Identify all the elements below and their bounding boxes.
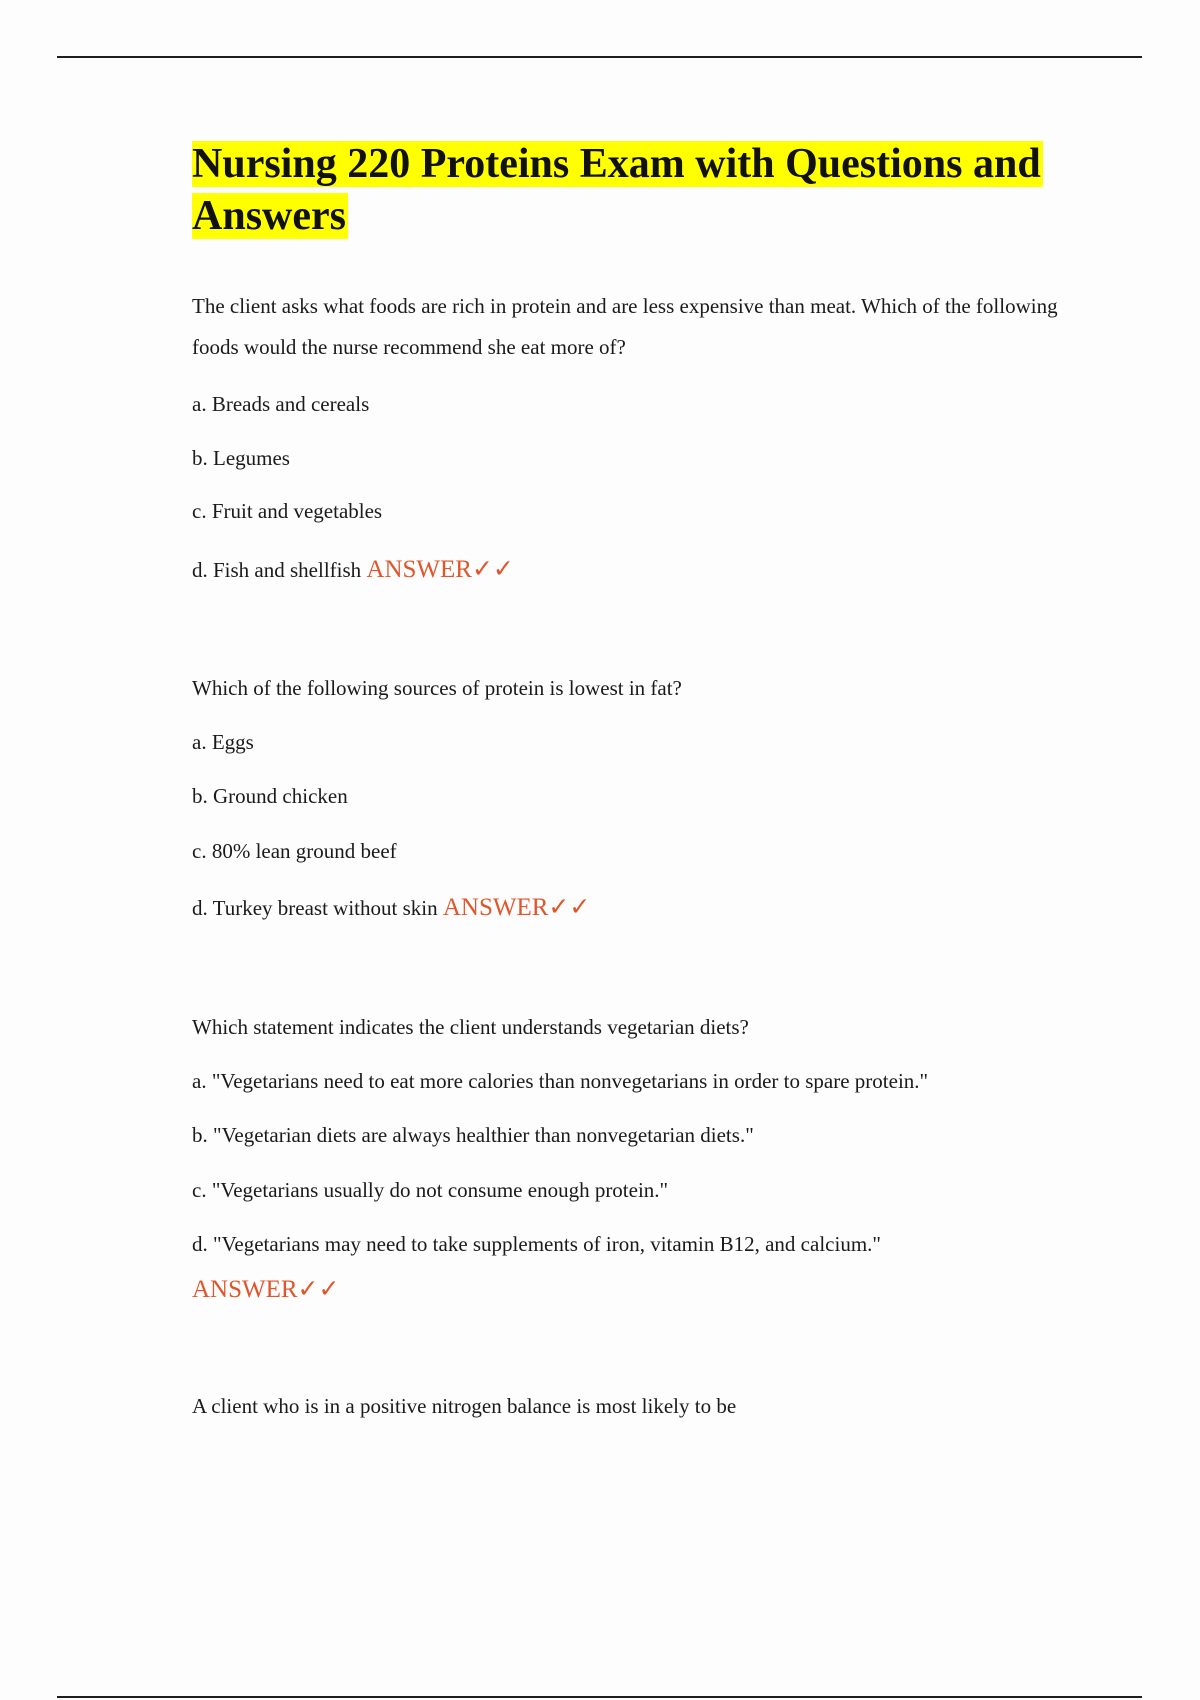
q2-option-d: d. Turkey breast without skin: [192, 896, 438, 920]
q2-option-a: a. Eggs: [192, 730, 254, 754]
bottom-rule: [57, 1696, 1142, 1698]
q2-option-d-line: [192, 894, 590, 922]
q2-option-b: b. Ground chicken: [192, 784, 348, 808]
q1-option-a: a. Breads and cereals: [192, 392, 370, 416]
q3-answer-marker: ANSWER✓✓: [192, 1276, 340, 1303]
document-body: [192, 138, 1072, 1418]
q1-option-d-line: [192, 556, 514, 584]
top-rule: [57, 56, 1142, 58]
question-3: Which statement indicates the client understands vegetarian diets?: [192, 1015, 749, 1039]
document-title: [192, 138, 1072, 242]
q3-option-b: b. "Vegetarian diets are always healthier than nonvegetarian diets.": [192, 1123, 754, 1147]
q1-answer-marker: ANSWER✓✓: [366, 556, 514, 583]
q1-option-c: c. Fruit and vegetables: [192, 499, 383, 523]
q2-answer-marker: ANSWER✓✓: [442, 894, 591, 921]
question-2: Which of the following sources of protein is lowest in fat?: [192, 676, 682, 700]
q3-option-d: d. "Vegetarians may need to take supplements of iron, vitamin B12, and calcium.": [192, 1232, 881, 1256]
q1-option-b: b. Legumes: [192, 446, 290, 470]
q3-option-c: c. "Vegetarians usually do not consume enough protein.": [192, 1178, 669, 1202]
q2-option-c: c. 80% lean ground beef: [192, 839, 397, 863]
q3-option-a: a. "Vegetarians need to eat more calories than nonvegetarians in order to spare protein.": [192, 1069, 929, 1093]
question-4: A client who is in a positive nitrogen balance is most likely to be: [192, 1394, 737, 1418]
title-highlight: Nursing 220 Proteins Exam with Questions and Answers: [192, 141, 1041, 239]
question-1: The client asks what foods are rich in protein and are less expensive than meat. Which of the following foods would the nurse recommend she eat more of?: [192, 294, 1058, 359]
q1-option-d: d. Fish and shellfish: [192, 558, 362, 582]
